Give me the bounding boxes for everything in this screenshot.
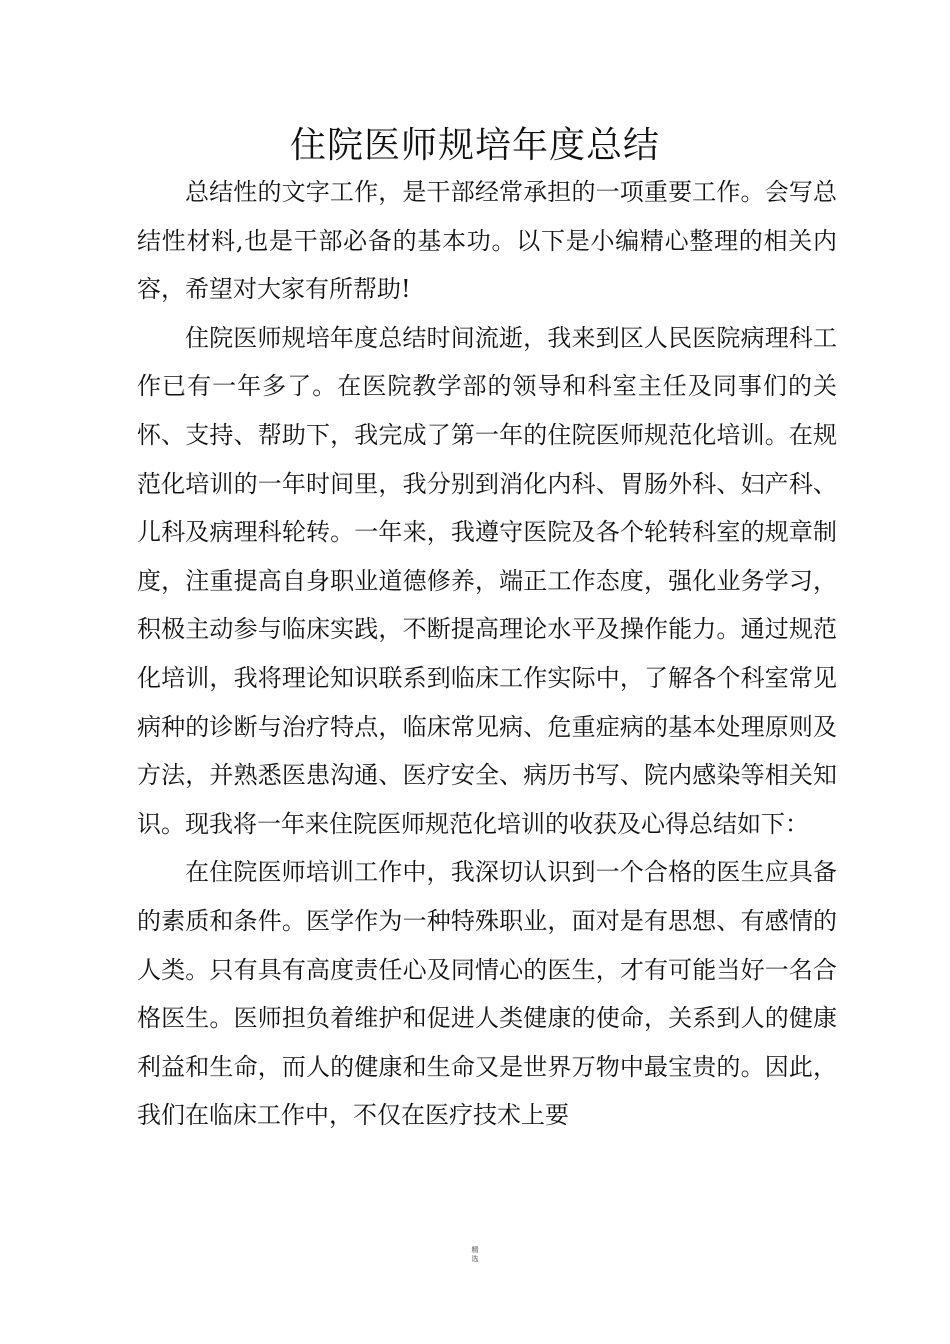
document-title: 住院医师规培年度总结 bbox=[289, 125, 660, 167]
paragraph-reflection: 在住院医师培训工作中，我深切认识到一个合格的医生应具备的素质和条件。医学作为一种特殊职业，面对是有思想、有感情的人类。只有具有高度责任心及同情心的医生，才有可能当好一名合格医生。医师担负着维护和促进人类健康的使命，关系到人的健康利益和生命，而人的健康和生命又是世界万物中最宝贵的。因此，我们在临床工作中，不仅在医疗技术上要 bbox=[137, 858, 837, 1130]
paragraph-intro: 总结性的文字工作，是干部经常承担的一项重要工作。会写总结性材料,也是干部必备的基本功。以下是小编精心整理的相关内容，希望对大家有所帮助! bbox=[137, 178, 837, 304]
paragraph-summary: 住院医师规培年度总结时间流逝，我来到区人民医院病理科工作已有一年多了。在医院教学部的领导和科室主任及同事们的关怀、支持、帮助下，我完成了第一年的住院医师规范化培训。在规范化培训的一年时间里，我分别到消化内科、胃肠外科、妇产科、儿科及病理科轮转。一年来，我遵守医院及各个轮转科室的规章制度，注重提高自身职业道德修养，端正工作态度，强化业务学习，积极主动参与临床实践，不断提高理论水平及操作能力。通过规范化培训，我将理论知识联系到临床工作实际中，了解各个科室常见病种的诊断与治疗特点，临床常见病、危重症病的基本处理原则及方法，并熟悉医患沟通、医疗安全、病历书写、院内感染等相关知识。现我将一年来住院医师规范化培训的收获及心得总结如下： bbox=[137, 323, 837, 838]
footer-mark: 精选 bbox=[471, 1246, 479, 1263]
document-body bbox=[137, 168, 837, 1140]
